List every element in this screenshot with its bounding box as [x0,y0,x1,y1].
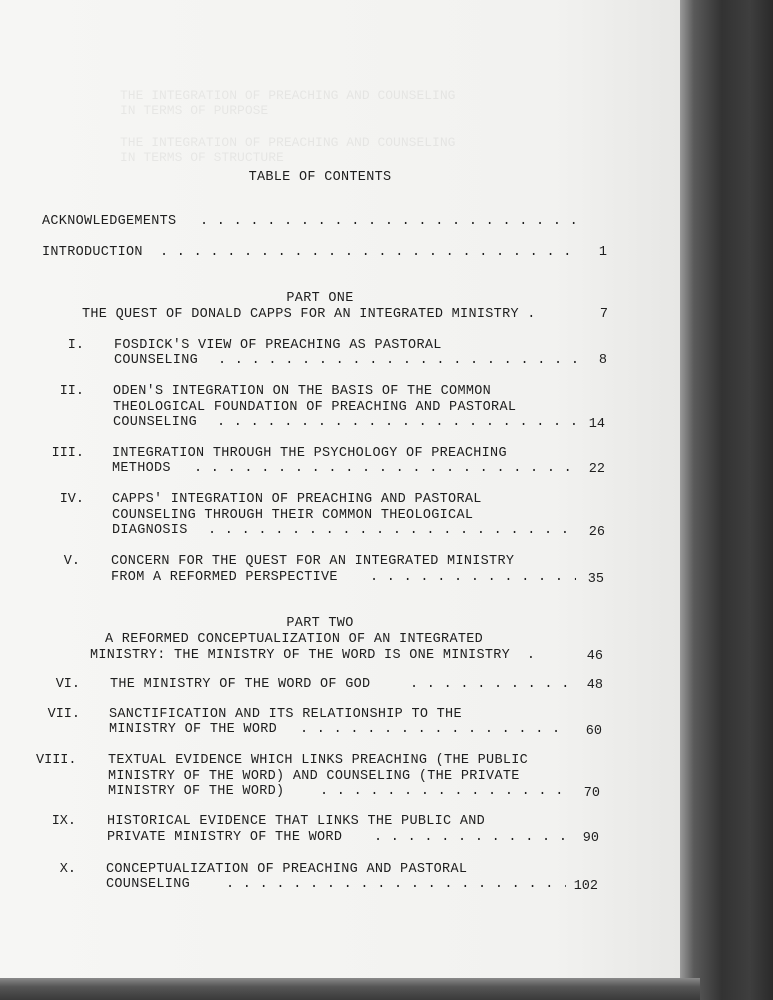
chapter-title-line: DIAGNOSIS [112,523,188,538]
page-number: 22 [588,462,605,477]
chapter-numeral: VII. [47,707,80,722]
page-number: 8 [598,353,607,368]
chapter-title-line: COUNSELING [106,877,191,892]
chapter-title-line: MINISTRY OF THE WORD [109,722,278,737]
leader-dots [217,415,577,431]
chapter-title-line: COUNSELING [113,415,198,430]
chapter-title-line: CAPPS' INTEGRATION OF PREACHING AND PASTORAL [112,492,482,507]
page-number: 70 [583,786,600,801]
book-spine-shadow [680,0,773,1000]
chapter-title-line: CONCEPTUALIZATION OF PREACHING AND PASTORAL [106,862,468,877]
chapter-title-line: METHODS [112,461,171,476]
leader-dots [370,570,576,586]
chapter-title-line: COUNSELING THROUGH THEIR COMMON THEOLOGICAL [112,508,474,523]
toc-entry-acknowledgements: ACKNOWLEDGEMENTS [42,214,177,229]
chapter-numeral: IV. [59,492,84,507]
leader-dots [218,353,582,369]
chapter-title-line: PRIVATE MINISTRY OF THE WORD [107,830,343,845]
chapter-numeral: IX. [51,814,76,829]
page-number: 7 [599,307,608,322]
part-two-title: PART TWO [286,616,354,631]
page-number: 90 [582,831,599,846]
chapter-title-line: TEXTUAL EVIDENCE WHICH LINKS PREACHING (THE PUBLIC [108,753,529,768]
chapter-numeral: III. [51,446,84,461]
chapter-numeral: I. [67,338,84,353]
page-bottom-edge [0,978,700,1000]
part-one-title: PART ONE [286,291,354,306]
leader-dots [410,677,574,693]
chapter-title-line: MINISTRY OF THE WORD) AND COUNSELING (THE PRIVATE [108,769,520,784]
page-title: TABLE OF CONTENTS [248,170,392,185]
chapter-title-line: COUNSELING [114,353,199,368]
chapter-title-line: CONCERN FOR THE QUEST FOR AN INTEGRATED MINISTRY [111,554,515,569]
part-two-subtitle: A REFORMED CONCEPTUALIZATION OF AN INTEGRATED [105,632,484,647]
chapter-numeral: VI. [55,677,80,692]
page-number: 26 [588,525,605,540]
toc-entry-introduction: INTRODUCTION [42,245,143,260]
page-number: 102 [573,879,598,894]
part-one-subtitle: THE QUEST OF DONALD CAPPS FOR AN INTEGRATED MINISTRY . [82,307,536,322]
bleed-through: THE INTEGRATION OF PREACHING AND COUNSELING IN TERMS OF STRUCTURE [120,135,456,165]
chapter-title-line: MINISTRY OF THE WORD) [108,784,285,799]
page-number: 1 [598,245,607,260]
leader-dots [300,722,572,738]
chapter-title-line: HISTORICAL EVIDENCE THAT LINKS THE PUBLIC AND [107,814,486,829]
chapter-title-line: THE MINISTRY OF THE WORD OF GOD [110,677,371,692]
chapter-numeral: V. [63,554,80,569]
leader-dots [160,245,582,261]
chapter-title-line: INTEGRATION THROUGH THE PSYCHOLOGY OF PREACHING [112,446,507,461]
leader-dots [226,877,566,893]
page-number: 35 [587,572,604,587]
chapter-numeral: VIII. [36,753,77,768]
part-two-subtitle: MINISTRY: THE MINISTRY OF THE WORD IS ONE MINISTRY . [90,648,536,663]
page-number: 60 [585,724,602,739]
chapter-title-line: THEOLOGICAL FOUNDATION OF PREACHING AND PASTORAL [113,400,517,415]
page-number: 46 [586,649,603,664]
chapter-title-line: SANCTIFICATION AND ITS RELATIONSHIP TO THE [109,707,462,722]
page-number: 48 [586,678,603,693]
chapter-numeral: X. [59,862,76,877]
chapter-title-line: ODEN'S INTEGRATION ON THE BASIS OF THE COMMON [113,384,492,399]
leader-dots [208,523,574,539]
chapter-numeral: II. [59,384,84,399]
chapter-title-line: FOSDICK'S VIEW OF PREACHING AS PASTORAL [114,338,442,353]
leader-dots [320,784,570,800]
leader-dots [194,461,574,477]
bleed-through: THE INTEGRATION OF PREACHING AND COUNSELING IN TERMS OF PURPOSE [120,88,456,118]
chapter-title-line: FROM A REFORMED PERSPECTIVE [111,570,338,585]
leader-dots [374,830,570,846]
page-number: 14 [588,417,605,432]
leader-dots [200,214,580,230]
